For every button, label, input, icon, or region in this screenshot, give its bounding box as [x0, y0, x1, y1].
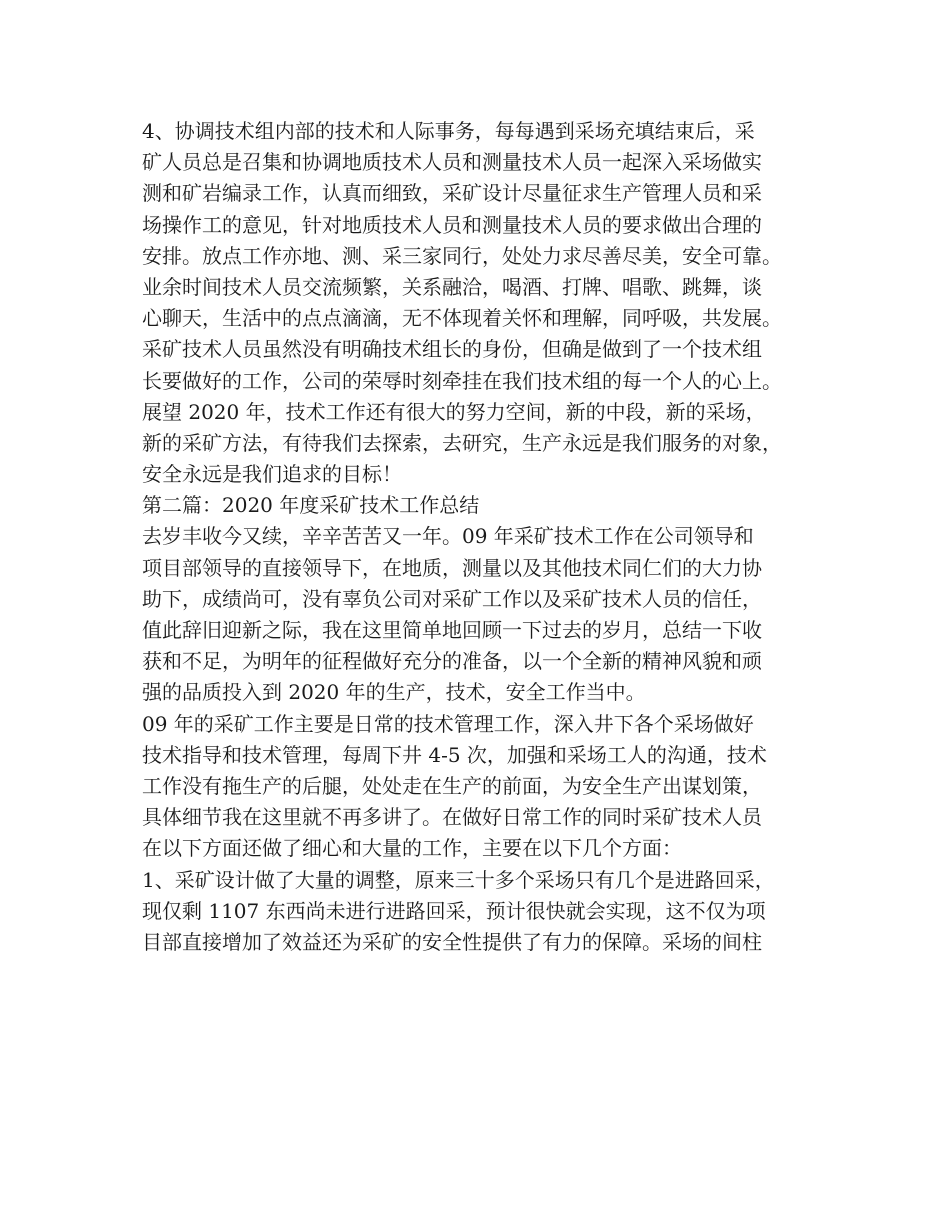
- text-line: 矿人员总是召集和协调地质技术人员和测量技术人员一起深入采场做实: [142, 150, 762, 175]
- text-line: 09 年的采矿工作主要是日常的技术管理工作，深入井下各个采场做好: [142, 711, 754, 736]
- document-body: [142, 116, 832, 958]
- text-line: 助下，成绩尚可，没有辜负公司对采矿工作以及采矿技术人员的信任，: [142, 586, 762, 611]
- text-line: 业余时间技术人员交流频繁，关系融洽，喝酒、打牌、唱歌、跳舞，谈: [142, 274, 762, 299]
- text-line: 技术指导和技术管理，每周下井 4-5 次，加强和采场工人的沟通，技术: [142, 742, 767, 767]
- text-line: 值此辞旧迎新之际，我在这里简单地回顾一下过去的岁月，总结一下收: [142, 618, 762, 642]
- text-line: 获和不足，为明年的征程做好充分的准备，以一个全新的精神风貌和顽: [142, 649, 762, 674]
- text-line: 第二篇：2020 年度采矿技术工作总结: [142, 493, 480, 518]
- text-line: 1、采矿设计做了大量的调整，原来三十多个采场只有几个是进路回采，: [142, 867, 775, 892]
- text-line: 强的品质投入到 2020 年的生产，技术，安全工作当中。: [142, 680, 646, 705]
- text-line: 场操作工的意见，针对地质技术人员和测量技术人员的要求做出合理的: [142, 212, 762, 237]
- text-line: 安排。放点工作亦地、测、采三家同行，处处力求尽善尽美，安全可靠。: [142, 243, 782, 268]
- text-line: 具体细节我在这里就不再多讲了。在做好日常工作的同时采矿技术人员: [142, 805, 762, 830]
- text-line: 4、协调技术组内部的技术和人际事务，每每遇到采场充填结束后，采: [142, 119, 755, 143]
- text-line: 新的采矿方法，有待我们去探索，去研究，生产永远是我们服务的对象，: [142, 430, 782, 455]
- text-line: 测和矿岩编录工作，认真而细致，采矿设计尽量征求生产管理人员和采: [142, 181, 762, 206]
- text-line: 工作没有拖生产的后腿，处处走在生产的前面，为安全生产出谋划策，: [142, 773, 762, 798]
- text-line: 采矿技术人员虽然没有明确技术组长的身份，但确是做到了一个技术组: [142, 337, 762, 362]
- text-line: 现仅剩 1107 东西尚未进行进路回采，预计很快就会实现，这不仅为项: [142, 898, 766, 923]
- text-line: 目部直接增加了效益还为采矿的安全性提供了有力的保障。采场的间柱: [142, 929, 762, 954]
- text-line: 展望 2020 年，技术工作还有很大的努力空间，新的中段，新的采场，: [142, 399, 766, 424]
- text-line: 去岁丰收今又续，辛辛苦苦又一年。09 年采矿技术工作在公司领导和: [142, 524, 754, 549]
- text-line: 安全永远是我们追求的目标！: [142, 462, 402, 487]
- text-line: 在以下方面还做了细心和大量的工作，主要在以下几个方面：: [142, 836, 682, 861]
- text-line: 长要做好的工作，公司的荣辱时刻牵挂在我们技术组的每一个人的心上。: [142, 368, 782, 393]
- text-line: 心聊天，生活中的点点滴滴，无不体现着关怀和理解，同呼吸，共发展。: [142, 306, 782, 331]
- text-line: 项目部领导的直接领导下，在地质，测量以及其他技术同仁们的大力协: [142, 555, 762, 580]
